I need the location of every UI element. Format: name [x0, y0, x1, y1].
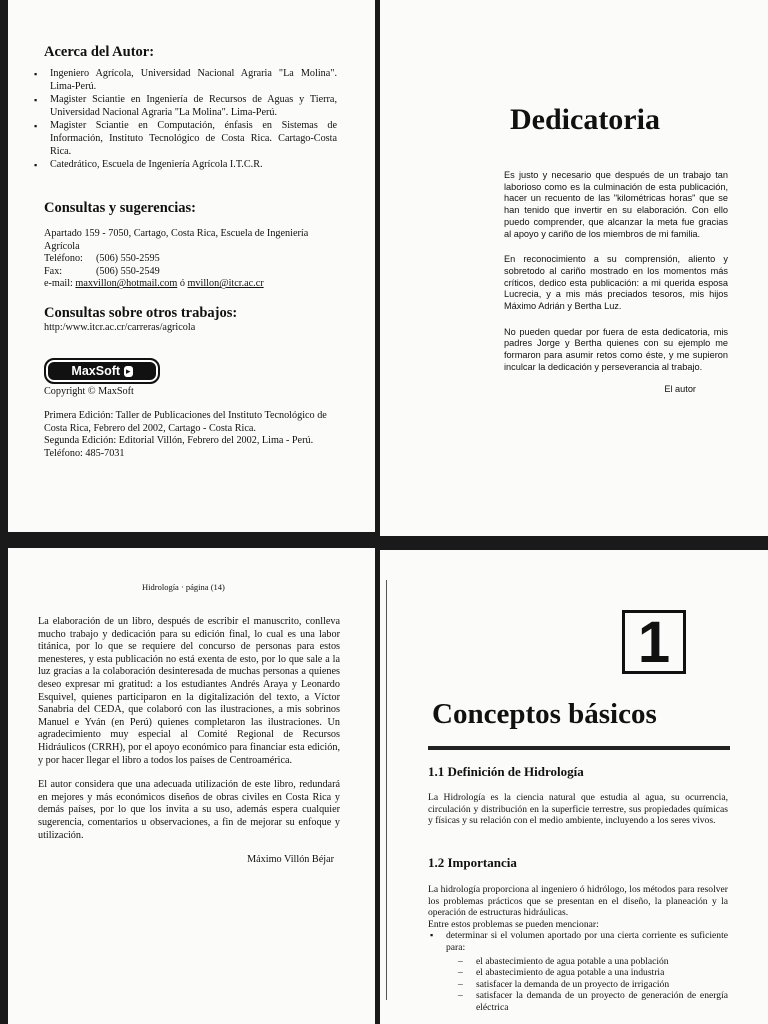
chapter-rule — [428, 746, 730, 750]
subitem: – satisfacer la demanda de un proyecto de irrigación — [458, 979, 728, 991]
phone-label: Teléfono: — [44, 253, 83, 265]
email-label: e-mail: — [44, 278, 73, 290]
email-separator: ó — [179, 278, 185, 290]
section-1-heading: 1.1 Definición de Hidrología — [428, 764, 584, 779]
about-heading: Acerca del Autor: — [44, 44, 155, 60]
phone-2: Teléfono: 485-7031 — [44, 447, 125, 459]
chapter-title: Conceptos básicos — [432, 698, 657, 730]
running-header: Hidrología · página (14) — [142, 582, 225, 592]
page-dedication — [380, 0, 768, 536]
ack-para-1: La elaboración de un libro, después de escribir el manuscrito, conlleva mucho trabajo y dedicación para su edición final, lo cual es una labor titánica, por lo que se requiere del concurso de personas para estos menesteres, y esta publicación no está exenta de esto, por lo que sale a la luz gracias a la colaboración desinteresada de muchas personas a quienes deseo expresar mi gratitud: a los estudiantes Andrés Araya y Leonardo Esquivel, quienes participaron en la digitalización del texto, a Víctor Sanabria del CEDA, que colaboró con las ilustraciones, a mis sobrinos Manuel e Yván (en Perú) quienes completaron las ilustraciones. Un agradecimiento muy especial al Comité Regional de Recursos Hidráulicos (CRRH), por el apoyo económico para financiar esta edición, y por hacer llegar el libro a todos los países de Centroamérica. — [38, 616, 340, 766]
fax-label: Fax: — [44, 265, 63, 277]
dedication-title: Dedicatoria — [510, 103, 660, 136]
editions — [44, 410, 332, 460]
dedication-para-1: Es justo y necesario que después de un trabajo tan laborioso como es la culminación de esta publicación, hacer un recuento de las "kilométricas horas" que se han tenido que invertir en su elaboración. Con ello puedo comprender, que alcanzar la meta fue gracias al apoyo y cariño de los miembros de mi familia. — [504, 170, 728, 239]
email-link-1[interactable]: maxvillon@hotmail.com — [75, 278, 178, 290]
section-2-heading: 1.2 Importancia — [428, 855, 517, 870]
edition-2: Segunda Edición: Editorial Villón, Febrero del 2002, Lima - Perú. — [44, 435, 314, 447]
about-list — [32, 68, 337, 173]
dedication-text — [504, 170, 728, 395]
margin-line — [386, 580, 387, 1000]
logo-text: MaxSoft — [71, 364, 121, 378]
logo-arrow-icon: ▸ — [126, 365, 131, 376]
section-1-text: La Hidrología es la ciencia natural que estudia al agua, su ocurrencia, circulación y distribución en la superficie terrestre, sus propiedades químicas y físicas y su relación con el medio ambiente, incluyendo a los seres vivos. — [428, 792, 728, 827]
maxsoft-logo — [44, 358, 160, 384]
page-acknowledgements — [8, 548, 375, 1024]
consultas-heading: Consultas y sugerencias: — [44, 200, 196, 216]
about-item: ▪ Magister Sciantie en Computación, énfasis en Sistemas de Información, Instituto Tecnológico de Costa Rica. Cartago-Costa Rica. — [32, 120, 337, 158]
section-2-bullet: ▪ determinar si el volumen aportado por una cierta corriente es suficiente para: — [428, 930, 728, 953]
email-link-2[interactable]: mvillon@itcr.ac.cr — [187, 278, 264, 290]
otros-url[interactable]: http:/www.itcr.ac.cr/carreras/agricola — [44, 322, 196, 333]
edition-1: Primera Edición: Taller de Publicaciones del Instituto Tecnológico de Costa Rica, Febrero del 2002, Cartago - Costa Rica. — [44, 410, 327, 434]
subitem: – el abastecimiento de agua potable a una población — [458, 956, 728, 968]
fax: (506) 550-2549 — [96, 265, 160, 277]
section-2-body — [428, 884, 728, 1014]
chapter-number-box: 1 — [622, 610, 686, 674]
dedication-signature: El autor — [664, 383, 696, 394]
ack-text — [38, 616, 340, 867]
contact-block — [44, 228, 344, 291]
address: Apartado 159 - 7050, Cartago, Costa Rica, Escuela de Ingeniería Agrícola — [44, 228, 309, 252]
ack-signature: Máximo Villón Béjar — [247, 854, 334, 866]
section-2-bullets — [428, 930, 728, 953]
about-item: ▪ Magister Sciantie en Ingeniería de Recursos de Aguas y Tierra, Universidad Nacional Agraria "La Molina". Lima-Perú. — [32, 94, 337, 119]
section-2-subitems — [458, 956, 728, 1014]
subitem: – satisfacer la demanda de un proyecto de generación de energía eléctrica — [458, 990, 728, 1013]
phone: (506) 550-2595 — [96, 253, 160, 265]
dedication-para-2: En reconocimiento a su comprensión, aliento y sobretodo al cariño mostrado en los momentos más críticos, dedico esta publicación: a mi querida esposa Lucrecia, y a mis más preciados tesoros, mis hijos Máximo Adrián y Bertha Luz. — [504, 254, 728, 312]
about-item: ▪ Catedrático, Escuela de Ingeniería Agrícola I.T.C.R. — [32, 159, 337, 172]
ack-para-2: El autor considera que una adecuada utilización de este libro, redundará en mejores y más económicos diseños de obras civiles en Costa Rica y demás países, por lo que los invita a su uso, además espera cualquier sugerencia, comentarios u observaciones, a fin de mejorar su enfoque y utilización. — [38, 779, 340, 841]
section-2-intro: Entre estos problemas se pueden mencionar: — [428, 918, 599, 930]
about-item: ▪ Ingeniero Agrícola, Universidad Nacional Agraria "La Molina". Lima-Perú. — [32, 68, 337, 93]
copyright: Copyright © MaxSoft — [44, 386, 134, 397]
page-chapter-1 — [380, 550, 768, 1024]
otros-heading: Consultas sobre otros trabajos: — [44, 305, 238, 321]
section-2-text: La hidrología proporciona al ingeniero ó hidrólogo, los métodos para resolver los problemas prácticos que se presentan en el diseño, la planeación y la operación de estructuras hidráulicas. — [428, 884, 728, 919]
dedication-para-3: No pueden quedar por fuera de esta dedicatoria, mis padres Jorge y Bertha quienes con su ejemplo me formaron para asumir retos como éste, y me supieron inculcar la dedicación y perseverancia al trabajo. — [504, 326, 728, 372]
subitem: – el abastecimiento de agua potable a una industria — [458, 967, 728, 979]
page-author-info — [8, 0, 375, 532]
